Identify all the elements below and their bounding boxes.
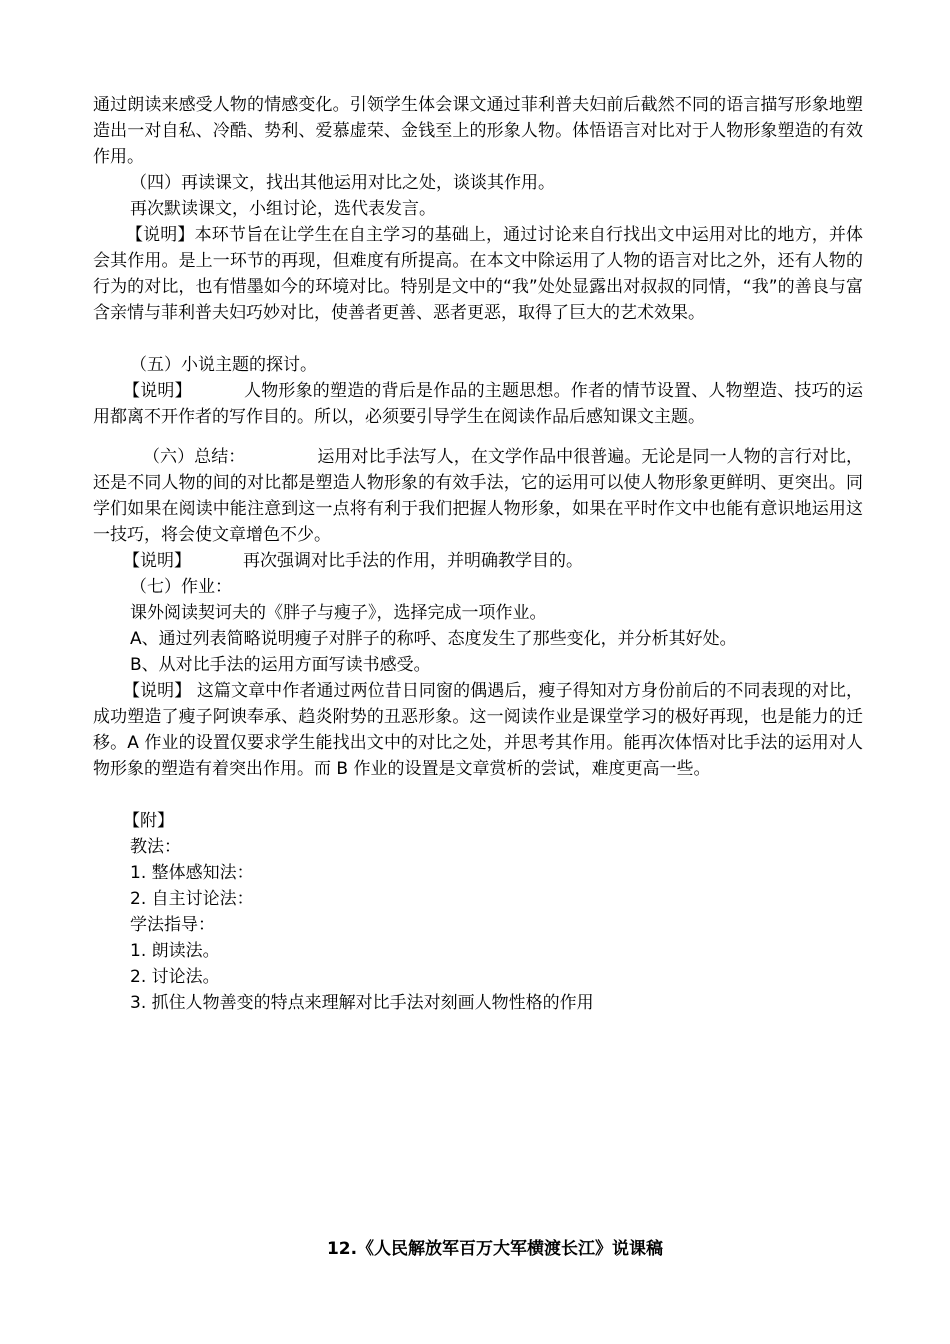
section-4-heading: （四）再读课文，找出其他运用对比之处，谈谈其作用。 xyxy=(130,173,555,193)
section-6-summary xyxy=(93,444,863,548)
teaching-method-2: 2. 自主讨论法： xyxy=(130,889,254,909)
assignment-b: B、从对比手法的运用方面写读书感受。 xyxy=(130,655,431,675)
study-guide-1: 1. 朗读法。 xyxy=(130,941,220,961)
study-guide-heading: 学法指导： xyxy=(130,915,215,935)
teaching-method-heading: 教法： xyxy=(130,837,181,857)
section-5-note-label: 【说明】 xyxy=(123,381,192,401)
paragraph-intro: 通过朗读来感受人物的情感变化。引领学生体会课文通过菲利普夫妇前后截然不同的语言描写形象地塑造出一对自私、冷酷、势利、爱慕虚荣、金钱至上的形象人物。体悟语言对比对于人物形象塑造的有效作用。 xyxy=(93,95,863,167)
study-guide-3: 3. 抓住人物善变的特点来理解对比手法对刻画人物性格的作用 xyxy=(130,993,594,1013)
section-6-note xyxy=(123,548,583,574)
next-lesson-title: 12.《人民解放军百万大军横渡长江》说课稿 xyxy=(326,1239,664,1259)
section-4-note: 【说明】本环节旨在让学生在自主学习的基础上，通过讨论来自行找出文中运用对比的地方，并体会其作用。是上一环节的再现，但难度有所提高。在本文中除运用了人物的语言对比之外，还有人物的行为的对比，也有惜墨如今的环境对比。特别是文中的“我”处处显露出对叔叔的同情，“我”的善良与富含亲情与菲利普夫妇巧妙对比，使善者更善、恶者更恶，取得了巨大的艺术效果。 xyxy=(93,225,863,323)
section-6-text: 运用对比手法写人，在文学作品中很普遍。无论是同一人物的言行对比，还是不同人物的间的对比都是塑造人物形象的有效手法，它的运用可以使人物形象更鲜明、更突出。同学们如果在阅读中能注意到这一点将有利于我们把握人物形象，如果在平时作文中也能有意识地运用这一技巧，将会使文章增色不少。 xyxy=(93,447,864,545)
section-5-note xyxy=(93,378,863,430)
section-5-note-text: 人物形象的塑造的背后是作品的主题思想。作者的情节设置、人物塑造、技巧的运用都离不开作者的写作目的。所以，必须要引导学生在阅读作品后感知课文主题。 xyxy=(93,381,864,427)
section-7-note: 【说明】 这篇文章中作者通过两位昔日同窗的偶遇后，瘦子得知对方身份前后的不同表现的对比，成功塑造了瘦子阿谀奉承、趋炎附势的丑恶形象。这一阅读作业是课堂学习的极好再现，也是能力的迁移。A 作业的设置仅要求学生能找出文中的对比之处，并思考其作用。能再次体悟对比手法的运用对人物形象的塑造有着突出作用。而 B 作业的设置是文章赏析的尝试，难度更高一些。 xyxy=(93,681,863,779)
section-5-heading: （五）小说主题的探讨。 xyxy=(130,355,317,375)
section-6-note-text: 再次强调对比手法的作用，并明确教学目的。 xyxy=(243,551,583,571)
section-7-heading: （七）作业： xyxy=(130,577,232,597)
section-4-body: 再次默读课文，小组讨论，选代表发言。 xyxy=(130,199,436,219)
section-6-label: （六）总结： xyxy=(143,447,246,467)
assignment-a: A、通过列表简略说明瘦子对胖子的称呼、态度发生了那些变化，并分析其好处。 xyxy=(130,629,737,649)
teaching-method-1: 1. 整体感知法： xyxy=(130,863,254,883)
section-6-note-label: 【说明】 xyxy=(123,551,191,571)
study-guide-2: 2. 讨论法。 xyxy=(130,967,220,987)
appendix-label: 【附】 xyxy=(123,811,174,831)
section-7-body: 课外阅读契诃夫的《胖子与瘦子》，选择完成一项作业。 xyxy=(130,603,547,623)
